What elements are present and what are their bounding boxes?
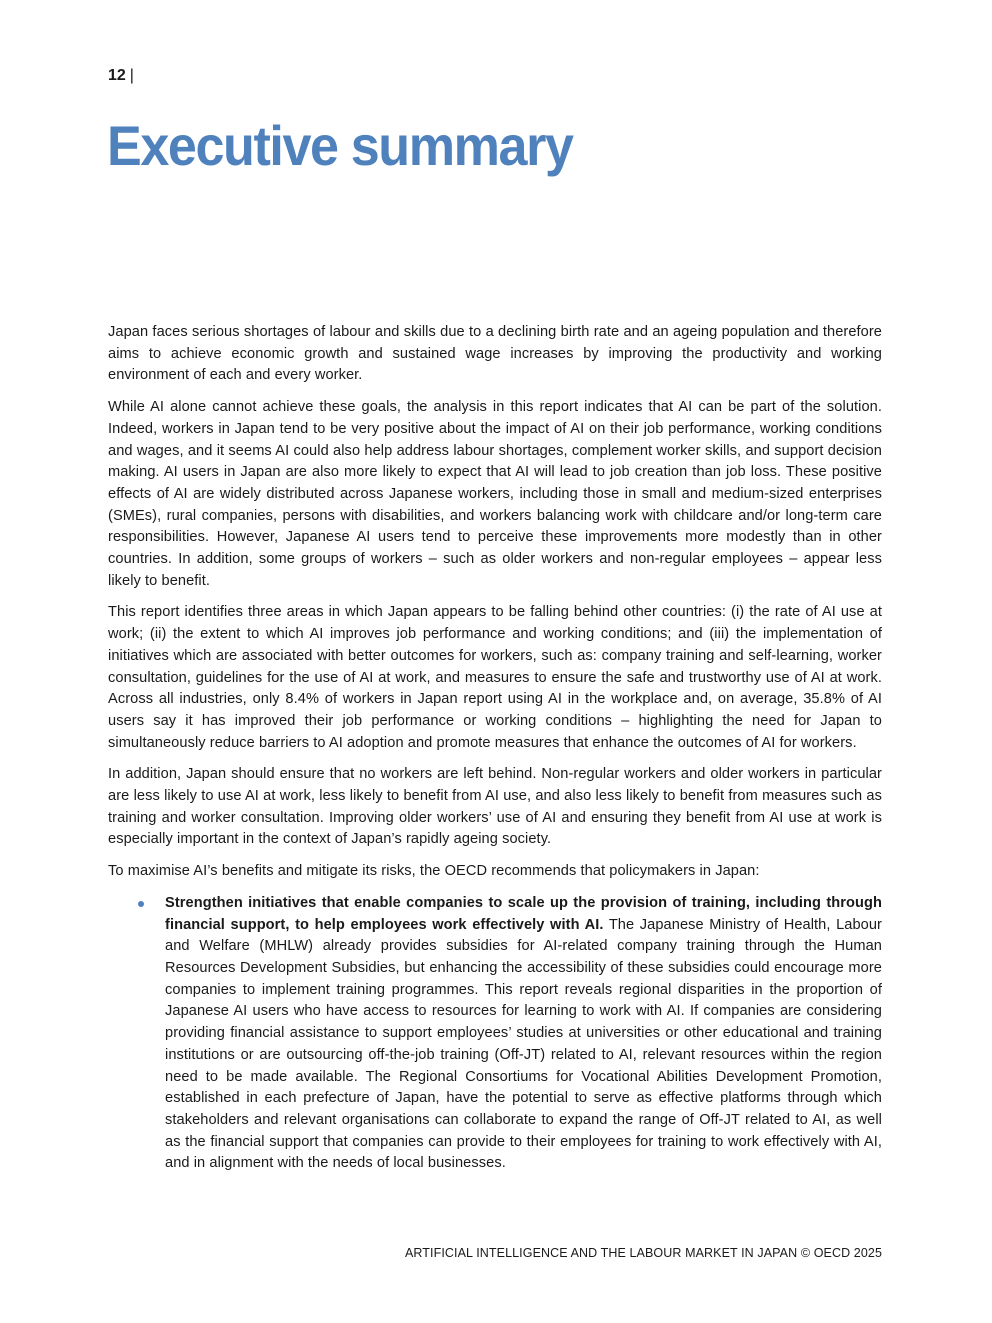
summary-body xyxy=(108,322,882,1175)
recommendations-list xyxy=(108,893,882,1175)
page-number xyxy=(108,66,134,86)
paragraph-recommendations-intro: To maximise AI’s benefits and mitigate its risks, the OECD recommends that policymakers in Japan: xyxy=(108,863,760,880)
page-number-value: 12 xyxy=(108,67,126,84)
list-item xyxy=(165,893,882,1175)
page-footer: ARTIFICIAL INTELLIGENCE AND THE LABOUR MARKET IN JAPAN © OECD 2025 xyxy=(404,1246,882,1260)
paragraph-ai-benefits: While AI alone cannot achieve these goals, the analysis in this report indicates that AI can be part of the solution. Indeed, workers in Japan tend to be very positive about the impact of AI on their job performance, working conditions and wages, and it seems AI could also help address labour shortages, complement worker skills, and support decision making. AI users in Japan are also more likely to expect that AI will lead to job creation than job loss. These positive effects of AI are widely distributed across Japanese workers, including those in small and medium-sized enterprises (SMEs), rural companies, persons with disabilities, and workers balancing work with childcare and/or long-term care responsibilities. However, Japanese AI users tend to perceive these improvements more modestly than in other countries. In addition, some groups of workers – such as older workers and non-regular employees – appear less likely to benefit. xyxy=(108,399,882,589)
recommendation-heading: Strengthen initiatives that enable companies to scale up the provision of training, including through financial support, to help employees work effectively with AI. xyxy=(165,894,882,933)
paragraph-no-worker-left-behind: In addition, Japan should ensure that no workers are left behind. Non-regular workers and older workers in particular are less likely to use AI at work, less likely to benefit from AI use, and also less likely to benefit from measures such as training and worker consultation. Improving older workers’ use of AI and ensuring they benefit from AI use at work is especially important in the context of Japan’s rapidly ageing society. xyxy=(108,766,882,848)
page-title: Executive summary xyxy=(107,114,573,177)
page-number-separator: | xyxy=(129,67,134,84)
paragraph-intro: Japan faces serious shortages of labour and skills due to a declining birth rate and an ageing population and therefore aims to achieve economic growth and sustained wage increases by improving the productivity and working environment of each and every worker. xyxy=(108,324,882,384)
bullet-dot-icon xyxy=(138,901,144,907)
recommendation-text: The Japanese Ministry of Health, Labour and Welfare (MHLW) already provides subsidies for AI-related company training through the Human Resources Development Subsidies, but enhancing the accessibility of these subsidies could encourage more companies to implement training programmes. This report reveals regional disparities in the proportion of Japanese AI users who have access to resources for learning to work with AI. If companies are considering providing financial assistance to support employees’ studies at universities or other educational and training institutions or are outsourcing off-the-job training (Off-JT) related to AI, relevant resources within the region need to be made available. The Regional Consortiums for Vocational Abilities Development Promotion, established in each prefecture of Japan, have the potential to serve as effective platforms through which stakeholders and relevant organisations can collaborate to expand the range of Off-JT related to AI, as well as the financial support that companies can provide to their employees for training to work effectively with AI, and in alignment with the needs of local businesses. xyxy=(165,916,882,1172)
paragraph-three-areas: This report identifies three areas in which Japan appears to be falling behind other countries: (i) the rate of AI use at work; (ii) the extent to which AI improves job performance and working conditions; and (iii) the implementation of initiatives which are associated with better outcomes for workers, such as: company training and self-learning, worker consultation, guidelines for the use of AI at work, and measures to ensure the safe and trustworthy use of AI at work. Across all industries, only 8.4% of workers in Japan report using AI in the workplace and, on average, 35.8% of AI users say it has improved their job performance or working conditions – highlighting the need for Japan to simultaneously reduce barriers to AI adoption and promote measures that enhance the outcomes of AI for workers. xyxy=(108,604,882,751)
